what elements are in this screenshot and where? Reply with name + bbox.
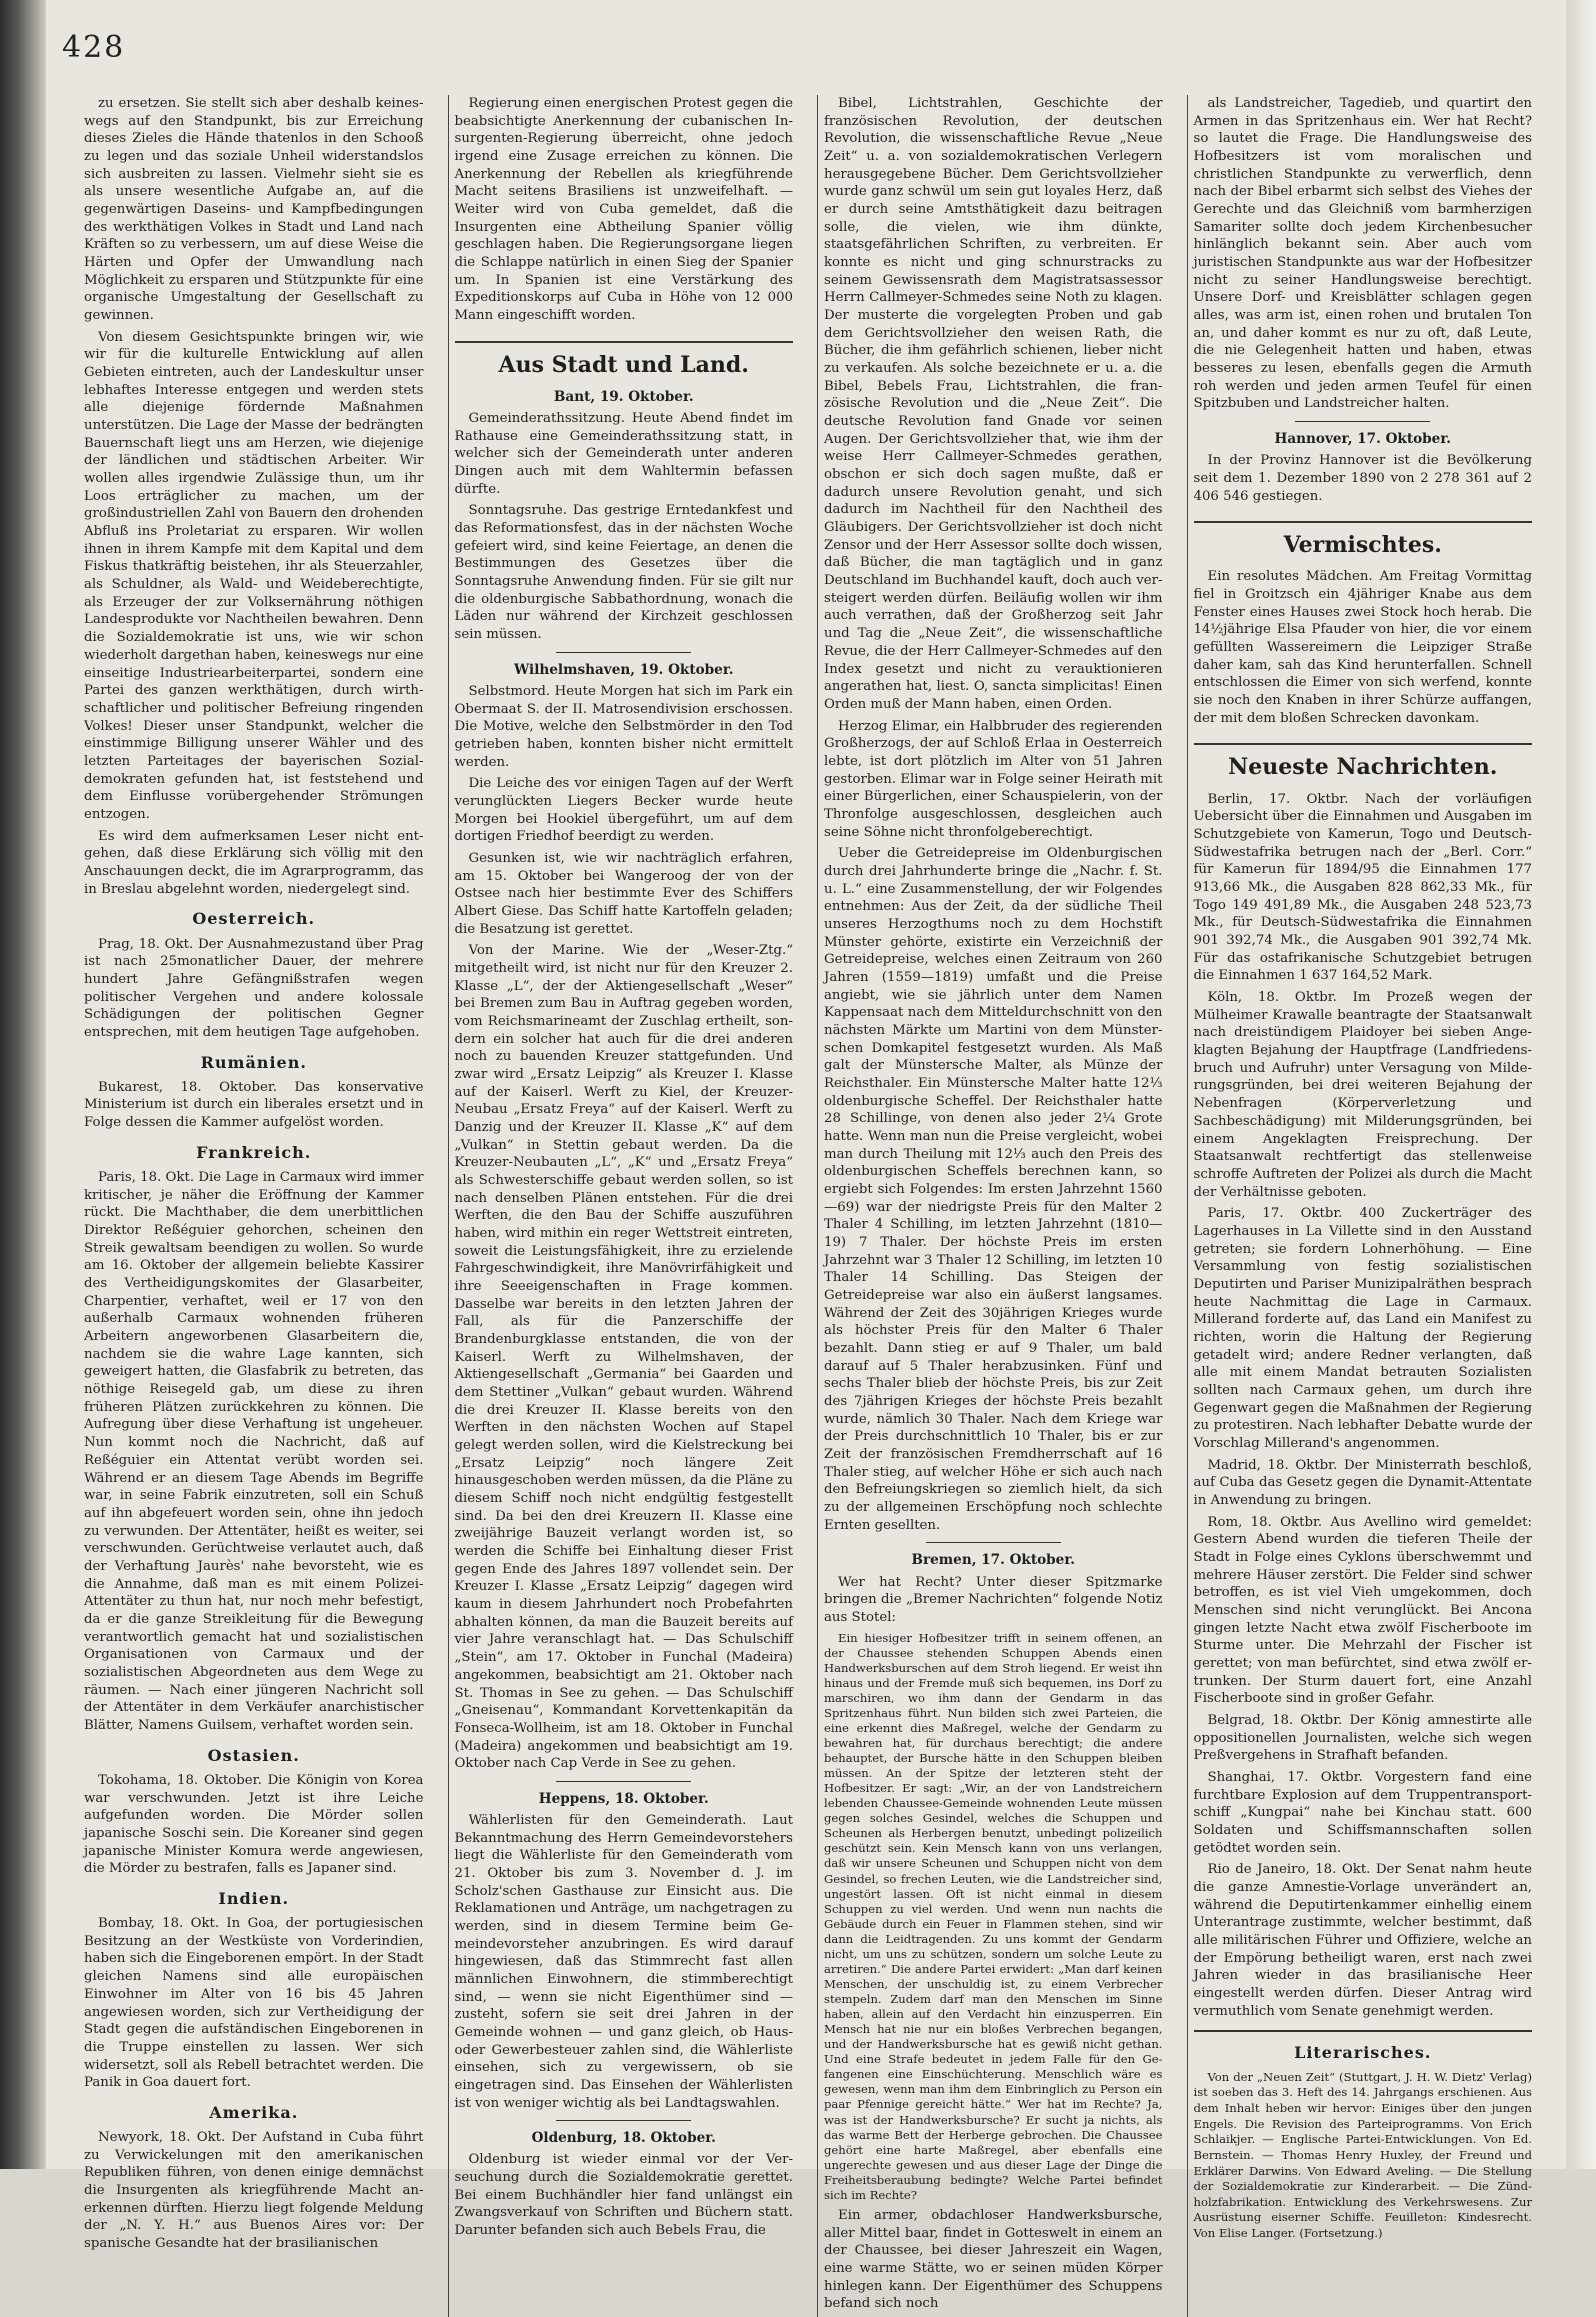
article-paragraph: Gemeinderathssitzung. Heute Abend findet im Rathause eine Gemeinderathssitzung statt, in welcher sich der Gemeinderath unter anderen Dingen auch mit dem Wahltermin befassen dürfte. [454,411,793,497]
dateline: Bremen, 17. Oktober. [911,1552,1075,1569]
news-item: Belgrad, 18. Oktbr. Der König amnestirte alle oppositionellen Journalisten, welche sich wegen Preßvergehens in Strafhaft befanden. [1193,1713,1532,1764]
article-paragraph: Von der „Neuen Zeit“ (Stuttgart, J. H. W. Dietz' Verlag) ist soeben das 3. Heft des 14. Jahrgangs erschienen. Aus dem Inhalt heben wir hervor: Einiges über den jungen Engels. Die Revision des Parteiprogramms. Von Erich Schlaikjer. — Englische Partei-Entwicklungen. Von Ed. Bernstein. — Thomas Henry Huxley, der Freund und Erklärer Darwins. Von Edward Aveling. — Die Stellung der Sozialdemokratie zur Kinderarbeit. — Die Zündholzfabrikation. Entwicklung des Verkehrswesens. Zur Ausrüstung eiserner Schiffe. Feuilleton: Kindesrecht. Von Elise Langer. (Fortsetzung.) [1193,2069,1532,2241]
divider [556,2120,691,2121]
news-item: Paris, 17. Oktbr. 400 Zuckerträger des Lagerhauses in La Villette sind in den Ausstand getreten; sie fordern Lohnerhöhung. — Eine Versammlung von festig sozialistischen Deputirten und Pariser Munizipalräthen besprach heute Nachmittag die Lage in Carmaux. Millerand forderte auf, das Land ein Manifest zu richten, worin die Haltung der Regierung getadelt wird; andere Redner verlangten, daß alle mit einem Mandat betrauten Sozialisten sollten nach Carmaux gehen, um durch ihre Gegenwart gegen die Maßnahmen der Regierung zu protestiren. Nach lebhafter Debatte wurde der Vorschlag Millerand's angenommen. [1193,1206,1532,1451]
section-heading-frankreich: Frankreich. [196,1142,312,1162]
section-heading-vermischtes: Vermischtes. [1194,521,1533,560]
column-4 [1187,95,1539,2317]
scan-binding-edge [0,0,46,2169]
column-2 [448,95,800,2317]
dateline: Oldenburg, 18. Oktober. [531,2130,716,2147]
article-paragraph: Bukarest, 18. Oktober. Das konservative Ministerium ist durch ein liberales ersetzt und in Folge dessen die Kammer aufgelöst worden. [84,1079,424,1131]
section-heading-stadt-land: Aus Stadt und Land. [455,341,794,380]
page-number: 428 [62,30,126,65]
divider [1194,2030,1533,2032]
article-paragraph: Von der Marine. Wie der „Weser-Ztg.“ mitgetheilt wird, ist nicht nur für den Kreuzer 2. Klasse „L“, der der Aktiengesellschaft „Weser“ bei Bremen zum Bau in Auftrag gegeben worden, vom Reichsmarineamt der Zuschlag ertheilt, sondern ein solcher hat auch für die drei anderen noch zu bauenden Kreuzer stattgefunden. Und zwar wird „Ersatz Leipzig“ als Kreuzer I. Klasse auf der Kaiserl. Werft zu Kiel, der Kreuzer-Neubau „Ersatz Freya“ auf der Kaiserl. Werft zu Danzig und der Kreuzer II. Klasse „K“ auf dem „Vulkan“ in Stettin gebaut werden. Da die Kreuzer-Neubauten „L“, „K“ und „Ersatz Freya“ als Schwesterschiffe gebaut werden sollen, so ist nach denselben Plänen entstehen. Für die drei Werften, die den Bau der Schiffe auszuführen haben, wird mithin ein reger Wettstreit eintreten, soweit die Leistungsfähigkeit, ihre zu erzielende Fahrgeschwindigkeit, ihre Manövrirfähigkeit und ihre Seeeigenschaften in Frage kommen. Dasselbe war bereits in den letzten Jahren der Fall, als für die Panzerschiffe der Brandenburgklasse entstanden, die von der Kaiserl. Werft zu Wilhelmshaven, der Aktiengesellschaft „Germania“ bei Gaarden und dem Stettiner „Vulkan“ gebaut wurden. Während die drei Kreuzer II. Klasse bereits von den Werften in den nächsten Wochen auf Stapel gelegt werden sollen, wird die Kielstreckung bei „Ersatz Leipzig“ noch längere Zeit hinausgeschoben werden müssen, da die Pläne zu diesem Schiff noch nicht endgültig festgestellt sind. Da bei den drei Kreuzern II. Klasse eine zweijährige Bauzeit verlangt worden ist, so werden die Schiffe bei Einhaltung dieser Frist gegen Ende des Jahres 1897 vollendet sein. Der Kreuzer I. Klasse „Ersatz Leipzig“ dagegen wird kaum in diesem Jahrhundert noch Probefahrten abhalten können, da man die Bauzeit bereits auf vier Jahre veranschlagt hat. — Das Schulschiff „Stein“, am 17. Oktober in Funchal (Madeira) angekommen, beabsichtigt am 21. Oktober nach St. Thomas in See zu gehen. — Das Schulschiff „Gneisenau“, Kommandant Korvettenkapitän da Fonseca-Wollheim, ist am 18. Oktober in Funchal (Madeira) angekommen und beabsichtigt am 19. Oktober nach Cap Verde in See zu gehen. [454,943,793,1772]
dateline: Bant, 19. Oktober. [553,388,694,405]
section-heading-rumaenien: Rumänien. [200,1052,307,1072]
divider [926,1542,1061,1543]
article-paragraph: Prag, 18. Okt. Der Ausnahmezustand über Prag ist nach 25monatlicher Dauer, der mehrere hundert Jahre Gefängnißstrafen wegen politischer Vergehen und andere kolossale Schädigungen der politischen Gegner entsprechen, mit dem heutigen Tage aufgehoben. [84,936,424,1040]
column-1 [78,95,430,2317]
article-paragraph: Wer hat Recht? Unter dieser Spitzmarke bringen die „Bremer Nachrichten“ folgende Notiz aus Stotel: [824,1574,1163,1625]
article-paragraph: Ueber die Getreidepreise im Oldenburgischen durch drei Jahrhunderte bringe die „Nachr. f. St. u. L.“ eine Zusammenstellung, der wir Folgendes entnehmen: Aus der Zeit, da der südliche Theil unseres Herzogthums noch zu dem Hochstift Münster gehörte, existirte ein Verzeichniß der Getreidepreise, welches einen Zeitraum von 260 Jahren (1559—1819) umfaßt und die Preise angiebt, wie sie jährlich unter dem Namen Kappensaat nach dem Mitteldurchschnitt von den nächsten Märkte um Martini von dem Münsterschen Domkapitel festgesetzt wurden. Als Maß galt der Münstersche Malter, als Münze der Reichsthaler. Ein Münstersche Malter hatte 12⅓ oldenburgische Scheffel. Der Reichsthaler hatte 28 Schillinge, von denen also jeder 2¼ Grote hatte. Wenn man nun die Preise vergleicht, wobei man durch Theilung mit 12⅓ auch den Preis des oldenburgischen Scheffels berechnen kann, so ergiebt sich Folgendes: Im ersten Jahrzehnt 1560—69) war der niedrigste Preis für den Malter 2 Thaler 4 Schilling, im letzten Jahrzehnt (1810—19) 7 Thaler. Der höchste Preis im ersten Jahrzehnt war 3 Thaler 12 Schilling, im letzten 10 Thaler 14 Schilling. Das Steigen der Getreidepreise war also ein äußerst langsames. Während der Zeit des 30jährigen Krieges wurde als höchster Preis für den Malter 6 Thaler bezahlt. Dann stieg er auf 9 Thaler, um bald darauf auf 5 Thaler herabzusinken. Fünf und sechs Thaler blieb der höchste Preis, bis zur Zeit des 7jährigen Krieges der höchste Preis bezahlt wurde, nämlich 30 Thaler. Nach dem Kriege war der Preis durchschnittlich 10 Thaler, bis er zur Zeit der französischen Fremdherrschaft auf 16 Thaler stieg, auf welcher Höhe er sich auch nach den Befreiungskriegen so ziemlich hielt, da sich zu der allgemeinen Erschöpfung noch schlechte Ernten gesellten. [824,846,1163,1533]
article-paragraph: Tokohama, 18. Oktober. Die Königin von Korea war verschwunden. Jetzt ist ihre Leiche aufgefunden worden. Die Mörder sollen japanische Soschi sein. Die Koreaner sind gegen japanische Minister Komura werde angewiesen, die Mörder zu bestrafen, falls es Japaner sind. [84,1772,424,1877]
article-paragraph: als Landstreicher, Tagedieb, und quartirt den Armen in das Spritzenhaus ein. Wer hat Recht? so lautet die Frage. Die Handlungsweise des Hofbesitzers ist vom moralischen und christlichen Standpunkte zu verwerflich, denn nach der Bibel erbarmt sich selbst des Viehes der Gerechte und das Gleichniß vom barmherzigen Samariter sollte doch jedem Kirchenbesucher hinlänglich bekannt sein. Aber auch vom juristischen Standpunkte aus war der Hofbesitzer nicht zu seiner Handlungsweise berechtigt. Unsere Dorf- und Kreisblätter schlagen gegen alles, was arm ist, einen rohen und brutalen Ton an, und daher kommt es nur zu oft, daß Leute, die nie Gelegenheit hatten und haben, etwas besseres zu lesen, ebenfalls gegen die Armuth roh werden und jeden armen Teufel für einen Spitzbuben und Landstreicher halten. [1193,96,1532,412]
divider [556,1781,691,1782]
scan-right-edge [1566,0,1596,2169]
divider [1295,421,1430,422]
quoted-notice: Ein hiesiger Hofbesitzer trifft in seinem offenen, an der Chaussee stehenden Schuppen Abends einen Handwerksburschen auf dem Stroh liegend. Er weist ihn hinaus und der Fremde muß sich bequemen, ins Dorf zu marschiren, wo ihm dann der Gendarm in das Spritzenhaus führt. Nun bilden sich zwei Parteien, die eine erkennt dies Maßregel, welche der Gendarm zu bewahren hat, für durchaus berechtigt; die andere behauptet, der Bursche hätte in den Schuppen bleiben müssen. An der Spitze der letzteren steht der Hofbesitzer. Er sagt: „Wir, an der von Landstreichern lebenden Chaussee-Gemeinde wohnenden Leute müssen gegen solches Gesindel, welches die Schuppen und Scheunen als Herbergen benutzt, unbedingt polizeilich geschützt sein. Kein Mensch kann von uns verlangen, daß wir unsere Scheunen und Schuppen nicht von dem Gesindel, so frechen Leuten, wie die Landstreicher sind, ungestört lassen. Oft ist nicht einmal in diesem Schuppen zu viel werden. Und wenn nun nachts die Gebäude durch ein Feuer in Flammen stehen, sind wir dann die Leidtragenden. Zu uns kommt der Gendarm nicht, um uns zu schützen, sondern um solche Leute zu arretiren.“ Die andere Partei erwidert: „Man darf keinen Menschen, der unschuldig ist, zu einem Verbrecher stempeln. Zudem darf man den Menschen im Sinne haben, allein auf den Verdacht hin einzusperren. Ein Mensch hat nie nur ein bloßes Verbrechen begangen, und der Handwerksbursche hat es gewiß nicht gethan. Und eine Strafe bedeutet in jedem Falle für den Gefangenen eine Einschüchterung. Menschlich wäre es gewesen, wenn man ihm dem Einbringlich zu Person ein paar Pfennige gereicht hätte.“ Wer hat im Rechte? Ja, was ist der Handwerksbursche? Er sucht ja nichts, als das warme Bett der Herberge gebrochen. Die Chaussee gehört eine harte Maßregel, aber ebenfalls eine ungerechte gewesen und aus dieser Lage der Dinge die Freiheitsberaubung bedingte? Welche Partei befindet sich im Rechte? [824,1630,1163,2202]
article-paragraph: Sonntagsruhe. Das gestrige Erntedankfest und das Reformationsfest, das in der nächsten Woche gefeiert wird, sind keine Feiertage, an denen die Bestimmungen des Gesetzes über die Sonntagsruhe Anwendung finden. Für sie gilt nur die oldenburgische Sabbathordnung, wonach die Läden nur während der Kirchzeit geschlossen sein müssen. [454,503,793,643]
article-paragraph: Es wird dem aufmerksamen Leser nicht entgehen, daß diese Erklärung sich völlig mit den Anschauungen deckt, die im Agrarprogramm, das in Breslau abgelehnt worden, niedergelegt sind. [84,828,424,897]
article-paragraph: Von diesem Gesichtspunkte bringen wir, wie wir für die kulturelle Entwicklung auf allen Gebieten eintreten, auch der Landeskultur unser lebhaftes Interesse entgegen und werden stets alle diejenige fördernde Maßnahmen unterstützen. Die Lage der Masse der bedrängten Bauernschaft liegt uns am Herzen, wie diejenige der ländlichen und städtischen Arbeiter. Wir wollen alles irgendwie Zulässige thun, um ihr Loos erträglicher zu machen, um der großindustriellen Zahl von Bauern den drohenden Abfluß ins Proletariat zu ersparen. Wir wollen ihnen in ihrem Kampfe mit dem Kapital und dem Fiskus thatkräftig beistehen, ihr als Steuerzahler, als Schuldner, als Wald- und Weideberechtigte, als Erzeuger der zur Volksernährung nöthigen Landesprodukte vor Nachtheilen bewahren. Denn die Sozialdemokratie ist uns, wie wir schon wiederholt dargethan haben, keineswegs nur eine einseitige Industriearbeiterpartei, sondern eine Partei des ganzen werkthätigen, durch wirthschaftlicher und politischer Befreiung ringenden Volkes! Dieser unser Standpunkt, welcher die einstimmige Billigung unserer Wähler und des letzten Parteitages der bayerischen Sozialdemokraten gefunden hat, ist feststehend und dem Einflusse vorübergehender Strömungen entzogen. [84,329,424,822]
divider [556,652,691,653]
article-paragraph: Paris, 18. Okt. Die Lage in Carmaux wird immer kritischer, je näher die Eröffnung der Kammer rückt. Die Machthaber, die dem unerbittlichen Direktor Reßéguier gehorchen, scheinen den Streik gewaltsam beendigen zu wollen. So wurde am 16. Oktober der allgemein beliebte Kassirer des Vertheidigungskomites der Glasarbeiter, Charpentier, verhaftet, weil er 17 von den außerhalb Carmaux wohnenden früheren Arbeitern angeworbenen Glasarbeitern die, nachdem sie die wahre Lage kannten, sich geweigert hatten, die Glasfabrik zu betreten, das nöthige Reisegeld gab, um diese zu ihren früheren Plätzen zurückkehren zu können. Die Aufregung über diese Verhaftung ist ungeheuer. Nun kommt noch die Nachricht, daß auf Reßéguier ein Attentat verübt worden sei. Während er an diesem Tage Abends im Begriffe war, in seine Fabrik einzutreten, soll ein Schuß auf ihn abgefeuert worden sein, ohne ihn jedoch zu verwunden. Der Attentäter, heißt es weiter, sei verschwunden. Gerüchtweise verlautet auch, daß der Verhaftung Jaurès' nahe bevorsteht, wie es die Annahme, daß man es mit einem Polizei-Attentäter zu thun hat, nur noch mehr befestigt, da er die ganze Streikleitung für die Bewegung verantwortlich gemacht hat und sozialistischen Organisationen von Carmaux und der sozialistischen Abgeordneten aus dem Wege zu räumen. — Nach einer jüngeren Nachricht soll der Attentäter in dem Verkäufer anarchistischer Blätter, Namens Guilsem, verhaftet worden sein. [84,1170,424,1733]
section-heading-oesterreich: Oesterreich. [192,909,316,929]
news-item: Rio de Janeiro, 18. Okt. Der Senat nahm heute die ganze Amnestie-Vorlage unverändert an, während die Deputirtenkammer einhellig einem Unterantrage zustimmte, welcher bestimmt, daß alle militärischen Führer und Offiziere, welche an der Empörung betheiligt waren, erst nach zwei Jahren wieder in das brasilianische Heer eingestellt werden dürfen. Dieser Antrag wird vermuthlich vom Senate genehmigt werden. [1193,1862,1532,2019]
article-paragraph: zu ersetzen. Sie stellt sich aber deshalb keineswegs auf den Standpunkt, bis zur Erreichung dieses Zieles die Hände thatenlos in den Schooß zu legen und das soziale Unheil widerstandslos sich ausbreiten zu lassen. Vielmehr sieht sie es als unsere wesentliche Aufgabe an, auf die gegenwärtigen Daseins- und Kampfbedingungen des werkthätigen Volkes in Stadt und Land nach Kräften so zu verbessern, um auf diese Weise die Härten und Opfer der Umwandlung nach Möglichkeit zu ersparen und Stützpunkte für eine organische Umgestaltung der Gesellschaft zu gewinnen. [84,96,424,324]
section-heading-literarisches: Literarisches. [1294,2043,1432,2063]
article-paragraph: Herzog Elimar, ein Halbbruder des regierenden Großherzogs, der auf Schloß Erlaa in Oesterreich lebte, ist dort plötzlich im Alter von 51 Jahren gestorben. Elimar war in Folge seiner Heirath mit einer Bürgerlichen, einer Schauspielerin, von der Thronfolge ausgeschlossen, desgleichen auch seine Söhne nicht thronfolgeberechtigt. [824,718,1163,840]
section-heading-amerika: Amerika. [209,2102,299,2122]
column-3 [817,95,1169,2317]
news-item: Madrid, 18. Oktbr. Der Ministerrath beschloß, auf Cuba das Gesetz gegen die Dynamit-Attentate in Anwendung zu bringen. [1193,1457,1532,1508]
columns [78,95,1538,2312]
article-paragraph: Die Leiche des vor einigen Tagen auf der Werft verunglückten Liegers Becker wurde heute Morgen bei Hookiel übergeführt, um auf dem dortigen Friedhof beerdigt zu werden. [454,776,793,845]
article-paragraph: Ein armer, obdachloser Handwerksbursche, aller Mittel baar, findet in Gotteswelt in einem an der Chaussee, bei dieser Jahreszeit ein Wagen, eine warme Stätte, wo er seinen müden Körper hinlegen kann. Der Eigenthümer des Schuppens befand sich noch [824,2207,1163,2312]
article-paragraph: Oldenburg ist wieder einmal vor der Verseuchung durch die Sozialdemokratie gerettet. Bei einem Buchhändler hier fand unlängst ein Zwangsverkauf von Schriften und Büchern statt. Darunter befanden sich auch Bebels Frau, die [454,2152,793,2239]
article-paragraph: Newyork, 18. Okt. Der Aufstand in Cuba führt zu Verwickelungen mit den amerikanischen Republiken führen, von denen einige demnächst die Insurgenten als kriegführende Macht anerkennen dürften. Hierzu liegt folgende Meldung der „N. Y. H.“ aus Buenos Aires vor: Der spanische Gesandte hat der brasilianischen [84,2130,424,2252]
dateline: Wilhelmshaven, 19. Oktober. [514,661,734,678]
dateline: Hannover, 17. Oktober. [1274,431,1451,448]
article-paragraph: Regierung einen energischen Protest gegen die beabsichtigte Anerkennung der cubanischen Insurgenten-Regierung überreicht, ohne jedoch irgend eine Zusage erreichen zu können. Die Anerkennung der Rebellen als kriegführende Macht seitens Brasiliens ist unzweifelhaft. — Weiter wird von Cuba gemeldet, daß die Insurgenten eine Abtheilung Spanier völlig geschlagen haben. Die Regierungsorgane liegen die Schlappe natürlich in einen Sieg der Spanier um. In Spanien ist eine Verstärkung des Expeditionskorps auf Cuba in Höhe von 12 000 Mann eingeschifft worden. [454,96,793,324]
article-paragraph: Ein resolutes Mädchen. Am Freitag Vormittag fiel in Groitzsch ein 4jähriger Knabe aus dem Fenster eines Hauses zwei Stock hoch herab. Die 14½jährige Elsa Pfauder von hier, die vor einem gefüllten Wassereimern die Leipziger Straße daher kam, sah das Kind herunterfallen. Schnell entschlossen die Eimer von sich werfend, konnte sie noch den Knaben in ihrer Schürze auffangen, der mit dem bloßen Schrecken davonkam. [1193,569,1532,726]
article-paragraph: Gesunken ist, wie wir nachträglich erfahren, am 15. Oktober bei Wangeroog der von der Ostsee nach hier bestimmte Ever des Schiffers Albert Giese. Das Schiff hatte Kartoffeln geladen; die Besatzung ist gerettet. [454,850,793,937]
article-paragraph: Bombay, 18. Okt. In Goa, der portugiesischen Besitzung an der Westküste von Vorderindien, haben sich die Eingeborenen empört. In der Stadt gleichen Namens sind alle europäischen Einwohner im Alter von 16 bis 45 Jahren angewiesen worden, sich zur Vertheidigung der Stadt gegen die aufständischen Eingeborenen in die Truppe einstellen zu lassen. Wer sich widersetzt, soll als Rebell betrachtet werden. Die Panik in Goa dauert fort. [84,1916,424,2091]
article-paragraph: Bibel, Lichtstrahlen, Geschichte der französischen Revolution, der deutschen Revolution, die wissenschaftliche Revue „Neue Zeit“ u. a. von sozialdemokratischen Verlegern herausgegebene Bücher. Dem Gerichtsvollzieher wurde ganz schwül um sein gut loyales Herz, daß er durch seine Amtsthätigkeit dazu beitragen solle, die vielen, wie ihm dünkte, staatsgefährlichen Schriften, zu verbreiten. Er konnte es nicht und ging schnurstracks zu seinem Gewissensrath dem Magistratsassessor Herrn Callmeyer-Schmedes seine Noth zu klagen. Der musterte die vorgelegten Proben und gab dem Gerichtsvollzieher den weisen Rath, die Bücher, die ihm gefährlich schienen, lieber nicht zu verkaufen. Als solche bezeichnete er u. a. die Bibel, Bebels Frau, Lichtstrahlen, die französische Revolution und die „Neue Zeit“. Die deutsche Revolution fand Gnade vor seinen Augen. Der Gerichtsvollzieher that, wie ihm der weise Herr Callmeyer-Schmedes gerathen, obschon er sich doch sagen mußte, daß er dadurch unsere Revolution genaht, und sich dadurch im Nachtheil für den Nachtheil des Gläubigers. Der Gerichtsvollzieher ist doch nicht Zensor und der Herr Assessor sollte doch wissen, daß Bücher, die man tagtäglich und in ganz Deutschland im Buchhandel kauft, doch auch versteigert werden dürfen. Beiläufig wollen wir ihm auch verrathen, daß der Großherzog seit Jahr und Tag die „Neue Zeit“, die wissenschaftliche Revue, die der Herr Callmeyer-Schmedes auf den Index gesetzt und nicht zu verauktionieren angerathen hat, liest. O, sancta simplicitas! Einen Orden muß der Mann haben, einen Orden. [824,96,1163,712]
dateline: Heppens, 18. Oktober. [538,1790,709,1807]
article-paragraph: Selbstmord. Heute Morgen hat sich im Park ein Obermaat S. der II. Matrosendivision erschossen. Die Motive, welche den Selbstmörder in den Tod getrieben haben, konnten bisher nicht ermittelt werden. [454,683,793,770]
section-heading-neueste-nachrichten: Neueste Nachrichten. [1194,743,1533,782]
section-heading-indien: Indien. [218,1888,290,1908]
section-heading-ostasien: Ostasien. [207,1745,300,1765]
news-item: Shanghai, 17. Oktbr. Vorgestern fand eine furchtbare Explosion auf dem Truppentransportschiff „Kungpai“ nahe bei Kinchau statt. 600 Soldaten und Schiffsmannschaften sollen getödtet worden sein. [1193,1770,1532,1856]
article-paragraph: In der Provinz Hannover ist die Bevölkerung seit dem 1. Dezember 1890 von 2 278 361 auf 2 406 546 gestiegen. [1193,453,1532,504]
news-item: Berlin, 17. Oktbr. Nach der vorläufigen Uebersicht über die Einnahmen und Ausgaben im Schutzgebiete von Kamerun, Togo und Deutsch-Südwestafrika betrugen nach der „Berl. Corr.“ für Kamerun für 1894/95 die Einnahmen 177 913,66 Mk., die Ausgaben 828 862,33 Mk., für Togo 149 491,89 Mk., die Ausgaben 248 523,73 Mk., für Deutsch-Südwestafrika die Einnahmen 901 392,74 Mk., die Ausgaben 901 392,74 Mk. Für das ostafrikanische Schutzgebiet betrugen die Einnahmen 1 637 164,52 Mark. [1193,791,1532,984]
article-paragraph: Wählerlisten für den Gemeinderath. Laut Bekanntmachung des Herrn Gemeindevorstehers liegt die Wählerliste für den Gemeinderath vom 21. Oktober bis zum 3. November d. J. im Scholz'schen Gasthause zur Einsicht aus. Die Reklamationen und Anträge, um nachgetragen zu werden, sind in diesem Termine beim Gemeindevorsteher anzubringen. Es wird darauf hingewiesen, daß das Stimmrecht fast allen männlichen Einwohnern, die stimmberechtigt sind, — wenn sie nicht Eigenthümer sind — zusteht, sofern sie seit drei Jahren in der Gemeinde wohnen — und ganz gleich, ob Haus- oder Gewerbesteuer zahlen sind, die Wählerliste einsehen, sich zu vergewissern, ob sie eingetragen sind. Das Einsehen der Wählerlisten ist von weniger wichtig als bei Landtagswahlen. [454,1812,793,2111]
news-item: Köln, 18. Oktbr. Im Prozeß wegen der Mülheimer Krawalle beantragte der Staatsanwalt nach dreistündigem Plaidoyer bei sieben Angeklagten Bejahung der Hauptfrage (Landfriedensbruch und Aufruhr) unter Versagung von Milderungsgründen, bei drei weiteren Bejahung der Nebenfragen (Körperverletzung und Sachbeschädigung) mit Milderungsgründen, bei einem Angeklagten Freisprechung. Der Staatsanwalt rechtfertigt das stellenweise schroffe Auftreten der Polizei als durch die Macht der Verhältnisse geboten. [1193,990,1532,1200]
news-item: Rom, 18. Oktbr. Aus Avellino wird gemeldet: Gestern Abend wurden die tieferen Theile der Stadt in Folge eines Cyklons überschwemmt und mehrere Häuser zerstört. Die Felder sind schwer betroffen, es ist viel Vieh umgekommen, doch Menschen sind nicht verunglückt. Bei Ancona gingen letzte Nacht etwa zwölf Fischerboote im Sturme unter. Die Mehrzahl der Fischer ist gerettet; von man befürchtet, sind etwa zwölf ertrunken. Der Sturm dauert fort, eine Anzahl Fischerboote sind in großer Gefahr. [1193,1514,1532,1707]
